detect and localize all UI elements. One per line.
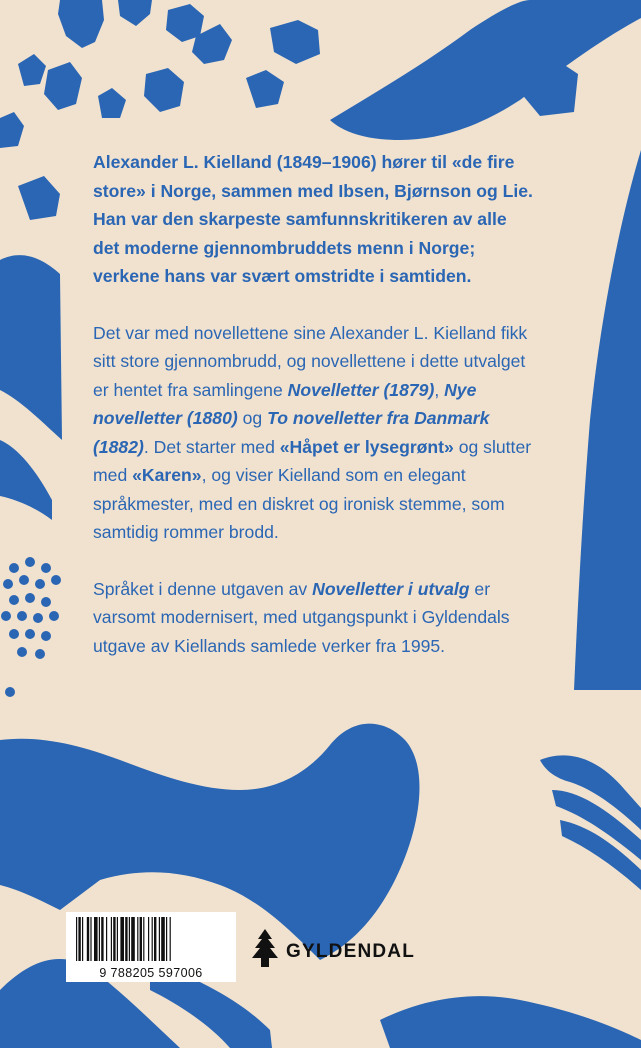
- barcode-bar: [170, 917, 171, 961]
- barcode-bar: [125, 917, 127, 961]
- barcode-bar: [113, 917, 115, 961]
- barcode-bar: [90, 917, 91, 961]
- barcode-bar: [140, 917, 142, 961]
- barcode-bar: [131, 917, 135, 961]
- barcode-bar: [117, 917, 118, 961]
- brush-stroke: [330, 0, 641, 140]
- book-title: Nye novelletter (1880): [93, 379, 477, 428]
- barcode-bar: [159, 917, 160, 961]
- text-run: , og viser Kielland som en elegant språkmester, med en diskret og ironisk stemme, som samtidig rommer brodd.: [93, 465, 505, 542]
- publisher-logo: [250, 930, 415, 974]
- brush-blob: [0, 112, 24, 148]
- blurb-paragraph-3: [93, 575, 533, 661]
- barcode-bar: [82, 917, 83, 961]
- barcode-bar: [161, 917, 165, 961]
- publisher-name: GYLDENDAL: [286, 941, 416, 962]
- book-title: To novelletter fra Danmark (1882): [93, 408, 490, 457]
- text-run: er varsomt modernisert, med utgangspunkt i Gyldendals utgave av Kiellands samlede verker fra 1995.: [93, 578, 510, 656]
- barcode-bar: [76, 917, 77, 961]
- brush-shape: [0, 255, 62, 440]
- barcode-bar: [101, 917, 103, 961]
- barcode-bars: [76, 917, 226, 961]
- brush-shape: [0, 440, 52, 520]
- book-title: Novelletter (1879): [287, 379, 435, 400]
- brush-stroke: [380, 996, 641, 1048]
- barcode-bar: [87, 917, 89, 961]
- barcode-bar: [129, 917, 130, 961]
- story-title: «Karen»: [132, 465, 202, 485]
- brush-blob: [144, 68, 184, 112]
- dot-pattern: [1, 557, 61, 697]
- barcode-bar: [137, 917, 138, 961]
- barcode-bar: [148, 917, 149, 961]
- brush-blob: [18, 54, 46, 86]
- brush-blob: [58, 0, 104, 48]
- book-title: Novelletter i utvalg: [312, 578, 470, 599]
- barcode-bar: [154, 917, 156, 961]
- text-run: Det var med novellettene sine Alexander L. Kielland fikk sitt store gjennombrudd, og novellettene i dette utvalget er hentet fra samlingene: [93, 322, 528, 400]
- brush-shape: [574, 150, 641, 690]
- blurb-text: [93, 148, 533, 688]
- text-run: . Det starter med: [143, 436, 280, 457]
- blurb-paragraph-2: [93, 319, 533, 547]
- brush-blob: [270, 20, 320, 64]
- brush-blob: [18, 176, 60, 220]
- blurb-lead-paragraph: Alexander L. Kielland (1849–1906) hører til «de fire store» i Norge, sammen med Ibsen, Bjørnson og Lie. Han var den skarpeste samfunnskritikeren av alle det moderne gjennombruddets menn i Norge; verkene hans var svært omstridte i samtiden.: [93, 152, 533, 286]
- barcode-bar: [94, 917, 98, 961]
- text-run: Språket i denne utgaven av: [93, 578, 313, 599]
- brush-blob: [44, 62, 82, 110]
- barcode-bar: [143, 917, 144, 961]
- barcode-bar: [99, 917, 100, 961]
- barcode-bar: [166, 917, 167, 961]
- isbn-number: 9 788205 597006: [99, 966, 203, 980]
- text-run: ,: [434, 379, 445, 400]
- isbn-barcode: [66, 912, 236, 982]
- barcode-bar: [152, 917, 153, 961]
- text-run: og slutter med: [93, 436, 532, 485]
- text-run: og: [237, 408, 268, 428]
- barcode-bar: [111, 917, 112, 961]
- brush-blob: [98, 88, 126, 118]
- brush-blob: [246, 70, 284, 108]
- barcode-bar: [120, 917, 124, 961]
- barcode-bar: [106, 917, 107, 961]
- barcode-bar: [78, 917, 80, 961]
- story-title: «Håpet er lysegrønt»: [279, 436, 454, 457]
- brush-blob: [118, 0, 152, 26]
- spruce-tree-icon: [250, 929, 280, 976]
